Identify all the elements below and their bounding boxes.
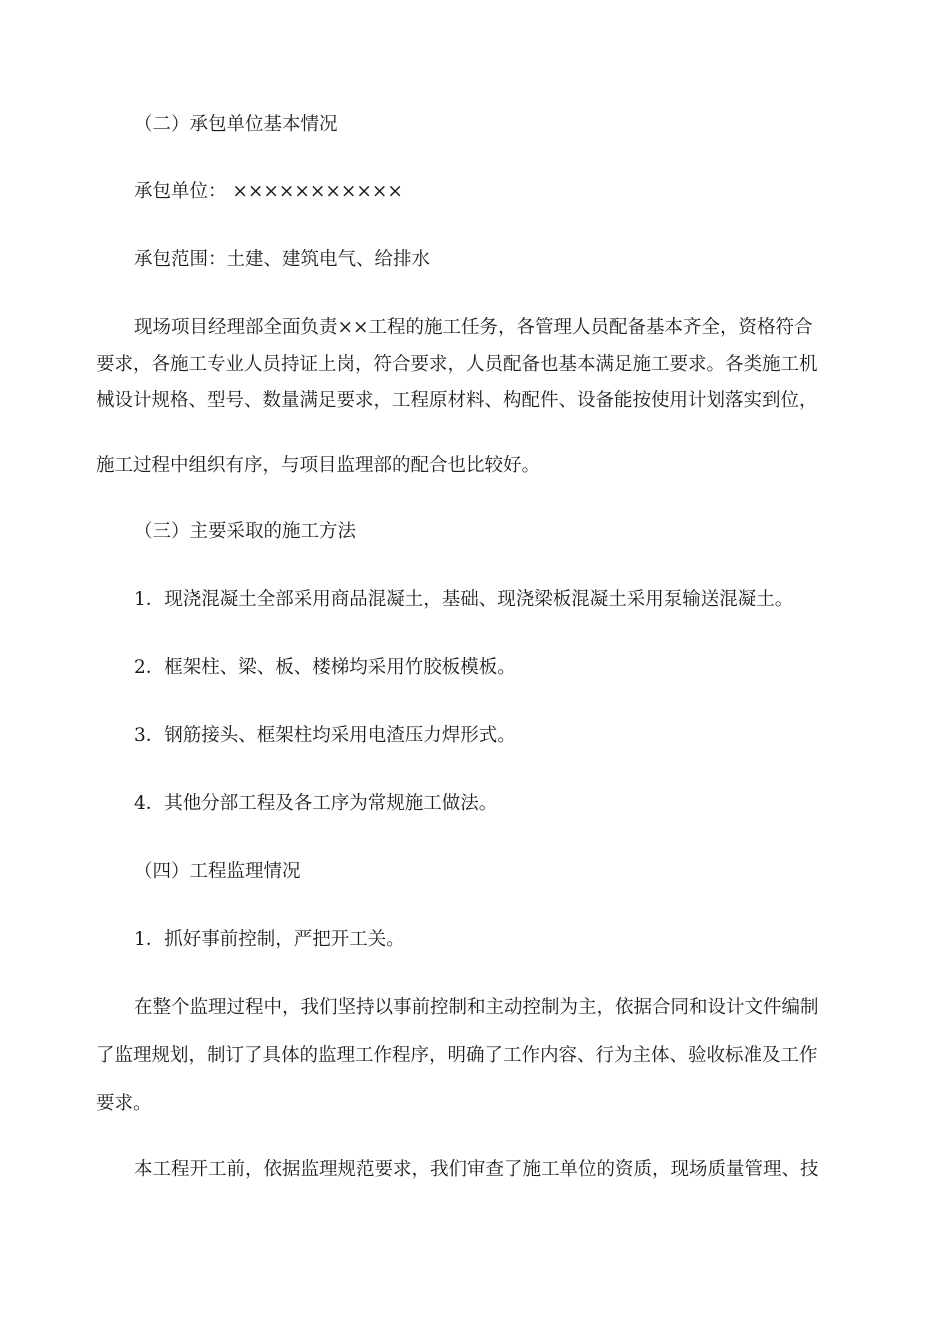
method-item: 1．现浇混凝土全部采用商品混凝土，基础、现浇梁板混凝土采用泵输送混凝土。 <box>134 589 794 610</box>
paragraph-line: 了监理规划，制订了具体的监理工作程序，明确了工作内容、行为主体、验收标准及工作 <box>96 1045 818 1066</box>
section-heading-4: （四）工程监理情况 <box>134 861 301 882</box>
paragraph-line: 要求，各施工专业人员持证上岗，符合要求，人员配备也基本满足施工要求。各类施工机 <box>96 354 818 375</box>
scope-line: 承包范围：土建、建筑电气、给排水 <box>134 249 431 270</box>
paragraph-line: 要求。 <box>96 1093 152 1114</box>
section-heading-3: （三）主要采取的施工方法 <box>134 521 357 542</box>
paragraph-line: 本工程开工前，依据监理规范要求，我们审查了施工单位的资质，现场质量管理、技 <box>134 1159 819 1180</box>
paragraph-line: 现场项目经理部全面负责××工程的施工任务，各管理人员配备基本齐全，资格符合 <box>134 317 813 338</box>
paragraph-line: 施工过程中组织有序，与项目监理部的配合也比较好。 <box>96 455 541 476</box>
method-item: 3．钢筋接头、框架柱均采用电渣压力焊形式。 <box>134 725 516 746</box>
method-item: 2．框架柱、梁、板、楼梯均采用竹胶板模板。 <box>134 657 516 678</box>
paragraph-line: 械设计规格、型号、数量满足要求，工程原材料、构配件、设备能按使用计划落实到位， <box>96 390 818 411</box>
paragraph-line: 在整个监理过程中，我们坚持以事前控制和主动控制为主，依据合同和设计文件编制 <box>134 997 819 1018</box>
method-item: 4．其他分部工程及各工序为常规施工做法。 <box>134 793 498 814</box>
control-item: 1．抓好事前控制，严把开工关。 <box>134 929 405 950</box>
section-heading-2: （二）承包单位基本情况 <box>134 114 338 135</box>
contractor-line: 承包单位： ××××××××××× <box>134 181 403 202</box>
